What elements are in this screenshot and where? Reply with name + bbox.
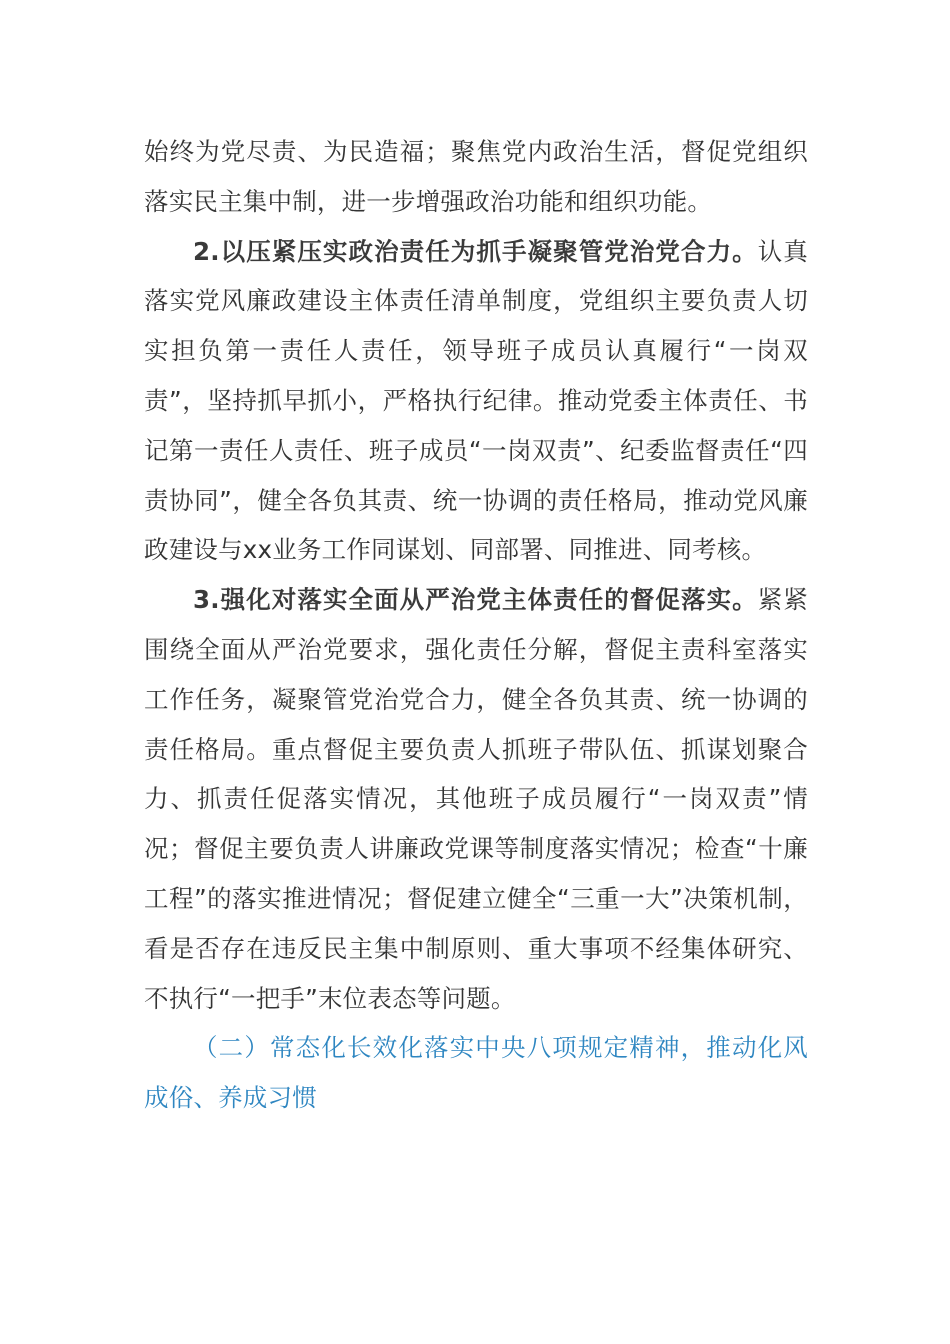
item-2-title: 2.以压紧压实政治责任为抓手凝聚管党治党合力。 [193, 236, 758, 266]
item-2-body: 认真落实党风廉政建设主体责任清单制度，党组织主要负责人切实担负第一责任人责任，领导班子成员认真履行“一岗双责”，坚持抓早抓小，严格执行纪律。推动党委主体责任、书记第一责任人责任、班子成员“一岗双责”、纪委监督责任“四责协同”，健全各负其责、统一协调的责任格局，推动党风廉政建设与xx业务工作同谋划、同部署、同推进、同考核。 [144, 236, 808, 565]
item-3-title: 3.强化对落实全面从严治党主体责任的督促落实。 [193, 585, 758, 615]
item-3-paragraph [144, 575, 808, 1023]
paragraph-continuation: 始终为党尽责、为民造福；聚焦党内政治生活，督促党组织落实民主集中制，进一步增强政治功能和组织功能。 [144, 137, 808, 216]
document-body [144, 127, 808, 1123]
item-3-body: 紧紧围绕全面从严治党要求，强化责任分解，督促主责科室落实工作任务，凝聚管党治党合力，健全各负其责、统一协调的责任格局。重点督促主要负责人抓班子带队伍、抓谋划聚合力、抓责任促落实情况，其他班子成员履行“一岗双责”情况；督促主要负责人讲廉政党课等制度落实情况；检查“十廉工程”的落实推进情况；督促建立健全“三重一大”决策机制，看是否存在违反民主集中制原则、重大事项不经集体研究、不执行“一把手”末位表态等问题。 [144, 585, 808, 1013]
section-heading: （二）常态化长效化落实中央八项规定精神，推动化风成俗、养成习惯 [144, 1033, 808, 1113]
item-2-paragraph [144, 227, 808, 576]
